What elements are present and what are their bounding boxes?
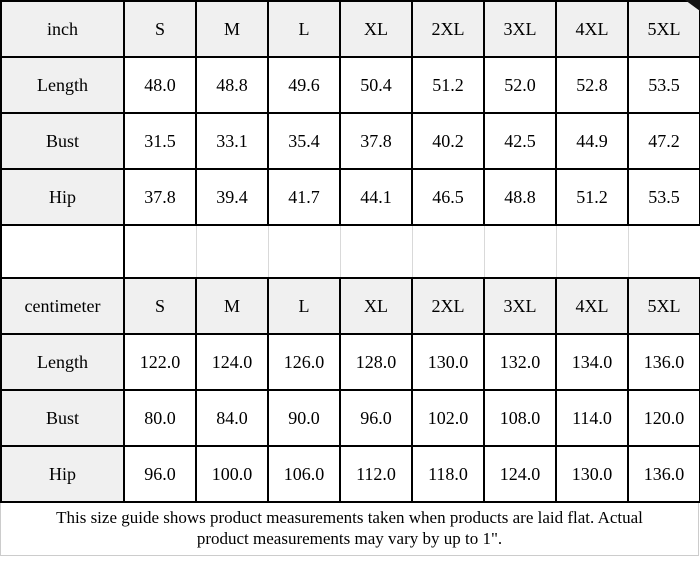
size-header-cell: M <box>196 278 268 334</box>
size-header-cell: 3XL <box>484 1 556 57</box>
spacer-cell <box>1 225 124 278</box>
measurement-cell: 132.0 <box>484 334 556 390</box>
size-header-cell: 5XL <box>628 278 700 334</box>
measurement-cell: 90.0 <box>268 390 340 446</box>
cm-hip-row <box>1 446 700 502</box>
measurement-cell: 102.0 <box>412 390 484 446</box>
row-label: Length <box>1 57 124 113</box>
measurement-cell: 31.5 <box>124 113 196 169</box>
size-header-cell: XL <box>340 1 412 57</box>
measurement-cell: 96.0 <box>340 390 412 446</box>
inch-hip-row <box>1 169 700 225</box>
row-label: Bust <box>1 113 124 169</box>
measurement-cell: 114.0 <box>556 390 628 446</box>
measurement-cell: 126.0 <box>268 334 340 390</box>
measurement-cell: 134.0 <box>556 334 628 390</box>
measurement-cell: 53.5 <box>628 57 700 113</box>
size-header-cell: M <box>196 1 268 57</box>
size-header-cell: S <box>124 1 196 57</box>
measurement-cell: 51.2 <box>412 57 484 113</box>
measurement-cell: 130.0 <box>556 446 628 502</box>
spacer-cell <box>268 225 340 278</box>
measurement-cell: 52.8 <box>556 57 628 113</box>
spacer-cell <box>628 225 700 278</box>
measurement-cell: 112.0 <box>340 446 412 502</box>
inch-bust-row <box>1 113 700 169</box>
measurement-cell: 44.9 <box>556 113 628 169</box>
measurement-cell: 122.0 <box>124 334 196 390</box>
measurement-cell: 44.1 <box>340 169 412 225</box>
centimeter-header-row <box>1 278 700 334</box>
row-label: Hip <box>1 446 124 502</box>
spacer-cell <box>124 225 196 278</box>
row-label: Hip <box>1 169 124 225</box>
size-guide-note-text: This size guide shows product measurements taken when products are laid flat. Actual product measurements may vary by up to 1". <box>56 508 643 548</box>
size-header-cell: XL <box>340 278 412 334</box>
inch-unit-cell: inch <box>1 1 124 57</box>
measurement-cell: 52.0 <box>484 57 556 113</box>
measurement-cell: 80.0 <box>124 390 196 446</box>
size-header-cell: 5XL <box>628 1 700 57</box>
spacer-cell <box>340 225 412 278</box>
centimeter-unit-cell: centimeter <box>1 278 124 334</box>
size-header-cell: 4XL <box>556 1 628 57</box>
measurement-cell: 41.7 <box>268 169 340 225</box>
measurement-cell: 130.0 <box>412 334 484 390</box>
measurement-cell: 51.2 <box>556 169 628 225</box>
inch-header-row <box>1 1 700 57</box>
measurement-cell: 106.0 <box>268 446 340 502</box>
cm-bust-row <box>1 390 700 446</box>
spacer-cell <box>556 225 628 278</box>
measurement-cell: 124.0 <box>196 334 268 390</box>
measurement-cell: 136.0 <box>628 334 700 390</box>
size-header-cell: 2XL <box>412 278 484 334</box>
size-guide-note <box>0 503 699 556</box>
measurement-cell: 118.0 <box>412 446 484 502</box>
size-header-cell: 3XL <box>484 278 556 334</box>
measurement-cell: 100.0 <box>196 446 268 502</box>
measurement-cell: 53.5 <box>628 169 700 225</box>
measurement-cell: 50.4 <box>340 57 412 113</box>
size-header-cell: 4XL <box>556 278 628 334</box>
measurement-cell: 48.8 <box>196 57 268 113</box>
size-header-cell: L <box>268 1 340 57</box>
measurement-cell: 42.5 <box>484 113 556 169</box>
size-header-cell: 2XL <box>412 1 484 57</box>
spacer-cell <box>484 225 556 278</box>
measurement-cell: 136.0 <box>628 446 700 502</box>
measurement-cell: 49.6 <box>268 57 340 113</box>
measurement-cell: 40.2 <box>412 113 484 169</box>
measurement-cell: 128.0 <box>340 334 412 390</box>
measurement-cell: 47.2 <box>628 113 700 169</box>
measurement-cell: 96.0 <box>124 446 196 502</box>
spacer-row <box>1 225 700 278</box>
measurement-cell: 108.0 <box>484 390 556 446</box>
spacer-cell <box>196 225 268 278</box>
size-header-cell: S <box>124 278 196 334</box>
measurement-cell: 37.8 <box>340 113 412 169</box>
measurement-cell: 46.5 <box>412 169 484 225</box>
measurement-cell: 33.1 <box>196 113 268 169</box>
measurement-cell: 48.8 <box>484 169 556 225</box>
size-header-cell: L <box>268 278 340 334</box>
measurement-cell: 39.4 <box>196 169 268 225</box>
corner-triangle-mark <box>685 0 700 11</box>
measurement-cell: 37.8 <box>124 169 196 225</box>
spacer-cell <box>412 225 484 278</box>
row-label: Bust <box>1 390 124 446</box>
cm-length-row <box>1 334 700 390</box>
measurement-cell: 124.0 <box>484 446 556 502</box>
measurement-cell: 48.0 <box>124 57 196 113</box>
measurement-cell: 84.0 <box>196 390 268 446</box>
measurement-cell: 120.0 <box>628 390 700 446</box>
row-label: Length <box>1 334 124 390</box>
inch-length-row <box>1 57 700 113</box>
measurement-cell: 35.4 <box>268 113 340 169</box>
